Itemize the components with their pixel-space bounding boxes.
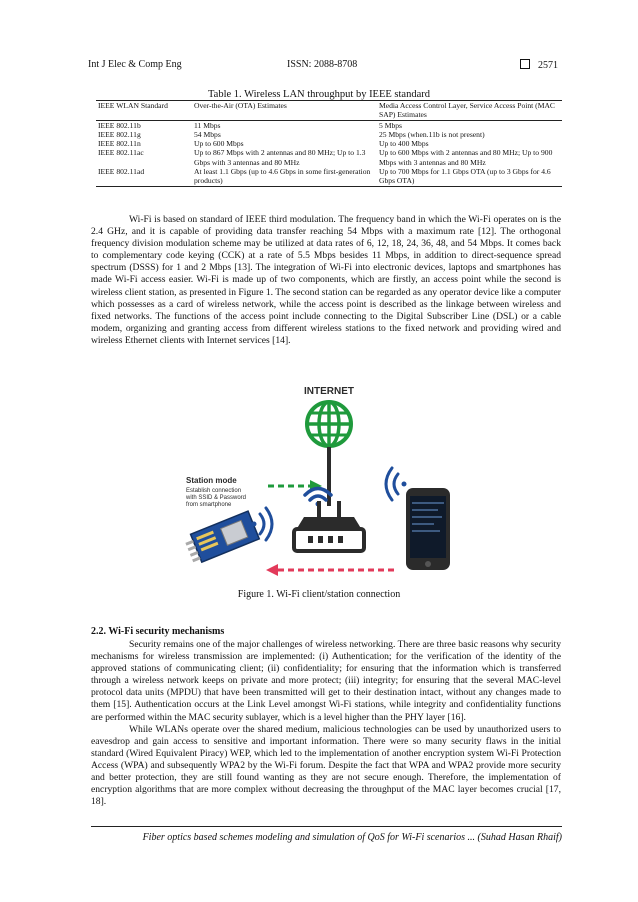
table-cell: Up to 600 Mbps with 2 antennas and 80 MHz; Up to 900 Mbps with 3 antennas and 80 MHz	[379, 148, 553, 167]
station-mode-line: Establish connection	[186, 488, 242, 494]
table-cell: At least 1.1 Gbps (up to 4.6 Gbps in some first-generation products)	[192, 167, 377, 186]
table-cell: Up to 867 Mbps with 2 antennas and 80 MHz; Up to 1.3 Gbps with 3 antennas and 80 MHz	[194, 148, 366, 167]
table-row	[96, 167, 562, 186]
issn: ISSN: 2088-8708	[287, 59, 358, 70]
station-mode-line: from smartphone	[186, 502, 232, 508]
internet-label: INTERNET	[304, 386, 354, 397]
globe-icon	[307, 402, 351, 446]
table-cell: Up to 600 Mbps	[194, 139, 244, 149]
table-cell: IEEE 802.11n	[98, 139, 141, 149]
smartphone-icon	[406, 488, 450, 570]
footer-rule	[91, 826, 562, 827]
body-paragraph: Wi-Fi is based on standard of IEEE third modulation. The frequency band in which the Wi-Fi operates on is the 2.4 GHz, and it is capable of providing data transfer reaching 54 Mbps with a maximum rate [12]. The orthogonal frequency division modulation scheme may be utilized at data rates of 6, 12, 18, 24, 36, 48, and 54 Mbps. It comes back to complementary code keying (CCK) at a rate of 5.5 Mbps besides 11 Mbps, in addition to direct-sequence spread spectrum (DSSS) for 1 and 2 Mbps [13]. The integration of Wi-Fi into electronic devices, laptops and smartphones has made Wi-Fi access easier. Wi-Fi is made up of two components, which are firstly, an access point while the second is wireless client station, as presented in Figure 1. The second station can be regarded as any operator device like a computer which possesses as a card of wireless network, while the access point is described as the linkage between wireless and fixed networks. The functions of the access point include connecting to the Digital Subscriber Line (DSL) or a cable modem, organizing and granting access from different wireless stations to the fixed network and providing wired and wireless Ethernet clients with Internet services [14].	[91, 214, 561, 346]
station-mode-title: Station mode	[186, 476, 237, 485]
section-body	[91, 639, 561, 808]
station-mode-line: with SSID & Password	[186, 495, 247, 501]
table-row	[96, 139, 562, 148]
table-cell: Up to 400 Mbps	[379, 139, 429, 149]
table-cell: 54 Mbps	[194, 129, 221, 139]
checkbox-glyph-icon	[520, 59, 530, 69]
table-cell: 5 Mbps	[379, 120, 402, 130]
body-paragraph: Security remains one of the major challenges of wireless networking. There are three basic reasons why security mechanisms for wireless transmission are implemented: (i) Authentication; for the verification of the identity of the approved stations of communicating client; (ii) confidentiality; for ensuring that the information which is transferred through a wireless network keeps on private and more protect; (iii) integrity; for ensuring that the several MAC-level protocol data units (MPDU) that have been transmitted will get to their destination intact, without any changes made to them [15]. Authentication occurs at the Link Level amongst Wi-Fi stations, while integrity and confidentiality functions are performed within the MAC security sublayer, which is a level higher than the PHY layer [16].	[91, 639, 561, 723]
running-footer: Fiber optics based schemes modeling and simulation of QoS for Wi-Fi scenarios ... (Suhad Hasan Rhaif)	[142, 832, 562, 843]
throughput-table	[96, 100, 562, 187]
page-number: 2571	[538, 60, 558, 71]
table-row	[96, 148, 562, 167]
column-header: Over-the-Air (OTA) Estimates	[192, 101, 377, 121]
router-icon	[294, 501, 364, 551]
column-header: Media Access Control Layer, Service Access Point (MAC SAP) Estimates	[377, 101, 562, 121]
table-caption: Table 1. Wireless LAN throughput by IEEE standard	[207, 89, 430, 100]
table-cell: 11 Mbps	[194, 120, 221, 130]
table-cell: 25 Mbps (when.11b is not present)	[379, 129, 485, 139]
body-paragraph: While WLANs operate over the shared medium, malicious technologies can be used by unauthorized users to eavesdrop and gain access to sensitive and important information. There were so many security flaws in the initial standard (Wired Equivalent Piracy) WEP, which led to the implementation of another encryption system Wi-Fi Protection Access (WPA) and subsequently WPA2 by the Wi-Fi forum. Despite the fact that WPA and WPA2 provide more security and better protection, they are still found wanting as they are not secure enough. Therefore, the implementation of encryption algorithms that are more complex without decreasing the throughput of the MAC layer becomes crucial [17, 18].	[91, 723, 561, 808]
table-header-row	[96, 101, 562, 121]
phone-signal-icon	[386, 468, 407, 500]
table-cell: IEEE 802.11g	[98, 129, 141, 139]
journal-name: Int J Elec & Comp Eng	[88, 59, 182, 70]
table-cell: IEEE 802.11b	[98, 120, 141, 130]
table-cell: IEEE 802.11ad	[96, 167, 192, 186]
table-cell: Up to 700 Mbps for 1.1 Gbps OTA (up to 3 Gbps for 4.6 Gbps OTA)	[377, 167, 562, 186]
section-heading: 2.2. Wi-Fi security mechanisms	[91, 626, 225, 637]
wifi-module-icon	[184, 511, 259, 565]
table-cell: IEEE 802.11ac	[98, 148, 144, 158]
wifi-client-station-figure	[184, 378, 474, 578]
column-header: IEEE WLAN Standard	[96, 101, 192, 121]
return-arrow-icon	[266, 564, 396, 576]
table-row	[96, 120, 562, 130]
table-row	[96, 130, 562, 139]
page-number-group	[520, 59, 558, 71]
figure-caption: Figure 1. Wi-Fi client/station connection	[237, 589, 401, 600]
